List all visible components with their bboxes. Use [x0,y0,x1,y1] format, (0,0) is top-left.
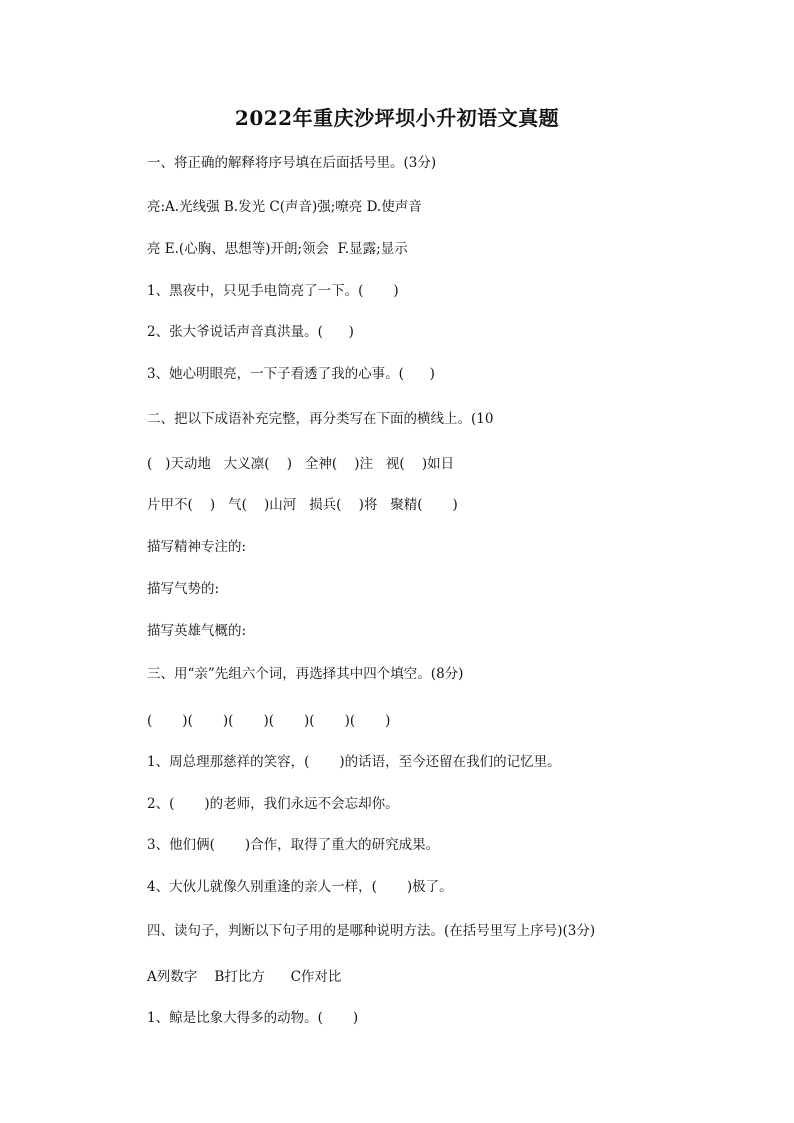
category-heroic: 描写英雄气概的: [147,623,247,639]
question-3-3: 3、他们俩( )合作，取得了重大的研究成果。 [147,837,440,853]
category-focus: 描写精神专注的: [147,539,247,555]
question-1-1: 1、黑夜中，只见手电筒亮了一下。( ) [147,283,399,299]
definition-line-2: 亮 E.(心胸、思想等)开朗;领会 F.显露;显示 [147,241,408,257]
question-1-2: 2、张大爷说话声音真洪量。( ) [147,324,354,340]
idiom-row-1: ( )天动地 大义凛( ) 全神( )注 视( )如日 [147,456,455,472]
idiom-row-2: 片甲不( ) 气( )山河 损兵( )将 聚精( ) [147,497,458,513]
category-momentum: 描写气势的: [147,581,220,597]
question-3-4: 4、大伙儿就像久别重逢的亲人一样，( )极了。 [147,879,453,895]
method-options: A列数字 B打比方 C作对比 [147,969,342,985]
question-4-1: 1、鲸是比象大得多的动物。( ) [147,1010,359,1026]
section-4-heading: 四、读句子，判断以下句子用的是哪种说明方法。(在括号里写上序号)(3分) [147,923,596,939]
section-2-heading: 二、把以下成语补充完整，再分类写在下面的横线上。(10 [147,411,494,427]
section-3-heading: 三、用“亲”先组六个词，再选择其中四个填空。(8分) [147,666,464,682]
question-3-1: 1、周总理那慈祥的笑容，( )的话语，至今还留在我们的记忆里。 [147,754,561,770]
definition-line-1: 亮:A.光线强 B.发光 C(声音)强;嘹亮 D.使声音 [147,199,422,215]
word-blank-row: ( )( )( )( )( )( ) [147,713,391,729]
question-1-3: 3、她心明眼亮，一下子看透了我的心事。( ) [147,366,435,382]
question-3-2: 2、( )的老师，我们永远不会忘却你。 [147,796,399,812]
section-1-heading: 一、将正确的解释将序号填在后面括号里。(3分) [147,155,437,171]
document-title: 2022年重庆沙坪坝小升初语文真题 [234,106,560,130]
